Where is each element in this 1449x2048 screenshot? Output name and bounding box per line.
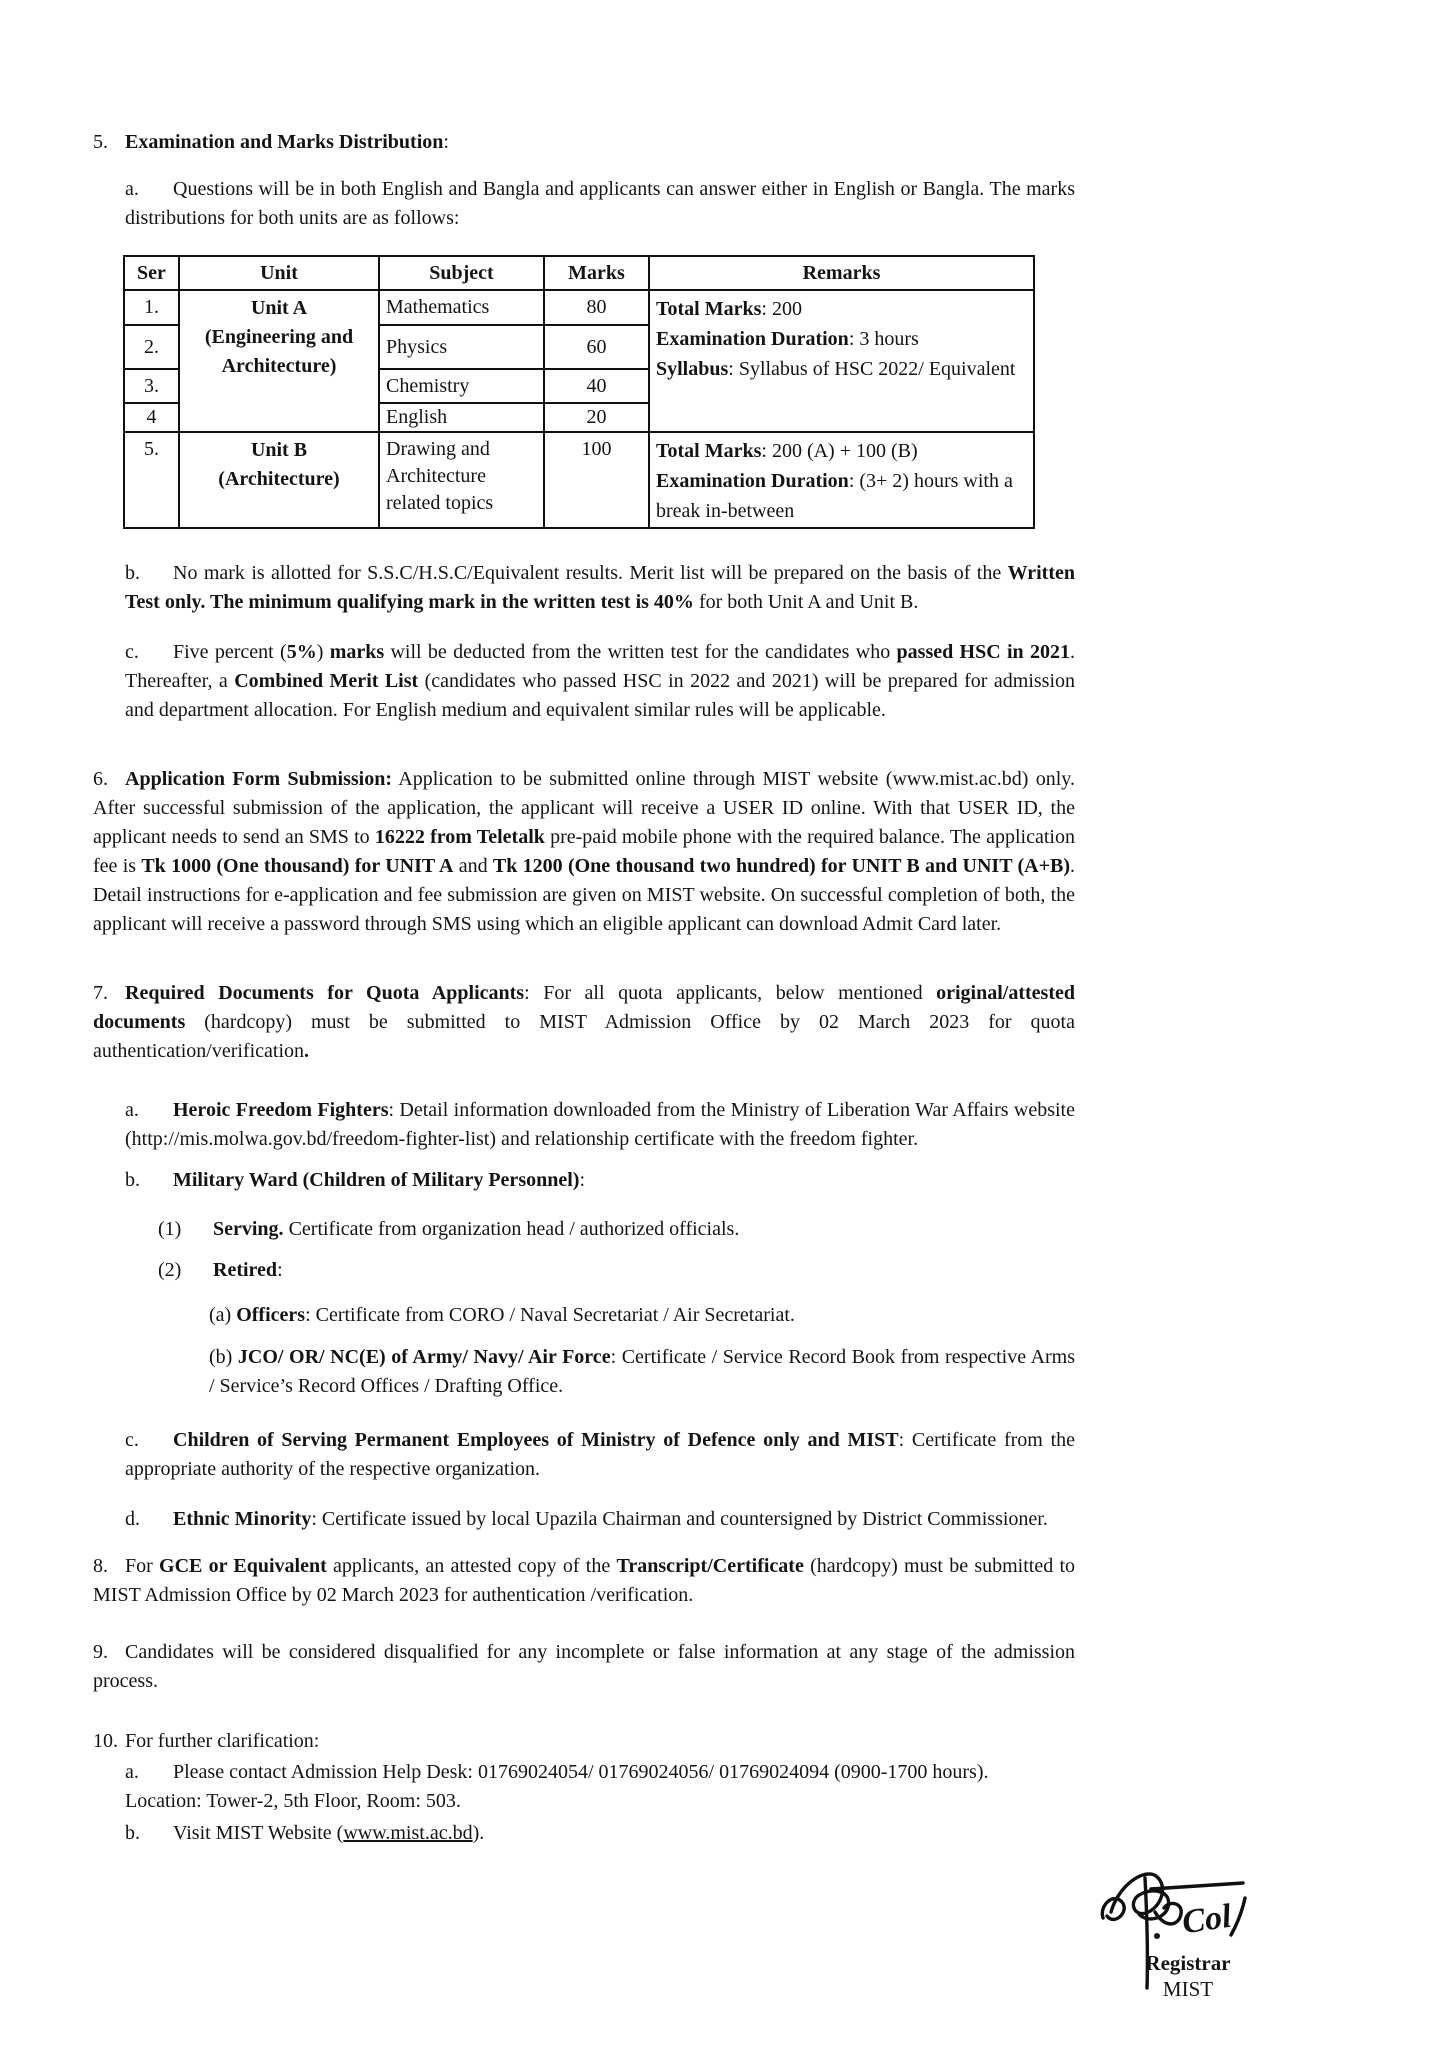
item-7b2a <box>93 1301 1075 1330</box>
cell-marks: 100 <box>544 432 649 528</box>
item-5b <box>93 559 1075 617</box>
unit-a-desc: (Engineering and Architecture) <box>204 326 354 377</box>
item-7a <box>93 1096 1075 1154</box>
section-5-heading <box>93 0 1075 157</box>
item-7a-text: Heroic Freedom Fighters: Detail information downloaded from the Ministry of Liberation War Affairs website (http://mis.molwa.gov.bd/freedom-fighter-list) and relationship certificate with the freedom fighter. <box>125 1099 1075 1150</box>
item-7c-text: Children of Serving Permanent Employees of Ministry of Defence only and MIST: Certificate from the appropriate authority of the respective organization. <box>125 1429 1076 1480</box>
signatory-title: Registrar <box>1145 1951 1231 1975</box>
section-5-number: 5. <box>93 131 108 153</box>
item-7b1-label: (1) <box>158 1218 182 1240</box>
unit-a-name: Unit A <box>250 297 308 319</box>
signature-block <box>1093 1856 1283 2002</box>
item-7b2 <box>93 1256 1075 1285</box>
cell-ser: 5. <box>124 432 179 528</box>
item-5a <box>93 175 1075 233</box>
cell-remarks-unit-a <box>649 290 1034 432</box>
cell-subject: Chemistry <box>379 369 544 403</box>
table-row <box>124 432 1034 528</box>
item-10b-suffix: ). <box>472 1822 485 1844</box>
item-7b2-text: Retired: <box>213 1259 283 1281</box>
section-8-text: For GCE or Equivalent applicants, an attested copy of the Transcript/Certificate (hardcopy) must be submitted to MIST Admission Office by 02 March 2023 for authentication /verification. <box>93 1555 1076 1606</box>
item-5c <box>93 638 1075 725</box>
item-7b2b <box>93 1343 1075 1401</box>
item-10a-label: a. <box>125 1761 139 1783</box>
col-header-ser: Ser <box>124 256 179 290</box>
item-10b-prefix: Visit MIST Website ( <box>173 1822 344 1844</box>
section-7-text: Required Documents for Quota Applicants: For all quota applicants, below mentioned original/attested documents (hardcopy) must be submitted to MIST Admission Office by 02 March 2023 for quota authentication/verification. <box>93 982 1075 1062</box>
section-9-text: Candidates will be considered disqualified for any incomplete or false information at any stage of the admission process. <box>93 1641 1075 1692</box>
cell-remarks-unit-b <box>649 432 1034 528</box>
section-10-text: For further clarification: <box>125 1730 320 1752</box>
mist-website-link[interactable]: www.mist.ac.bd <box>343 1822 473 1844</box>
remarks-line: Examination Duration: (3+ 2) hours with a break in-between <box>656 470 1013 522</box>
item-7d-label: d. <box>125 1508 140 1530</box>
cell-ser: 4 <box>124 403 179 432</box>
marks-distribution-table <box>123 255 1035 529</box>
item-7d-text: Ethnic Minority: Certificate issued by local Upazila Chairman and countersigned by District Commissioner. <box>173 1508 1048 1530</box>
col-header-subject: Subject <box>379 256 544 290</box>
item-7b2b-text: (b) JCO/ OR/ NC(E) of Army/ Navy/ Air Force: Certificate / Service Record Book from respective Arms / Service’s Record Offices / Drafting Office. <box>209 1346 1076 1397</box>
item-10a <box>93 1758 1075 1816</box>
item-7c <box>93 1426 1075 1484</box>
item-7b <box>93 1166 1075 1195</box>
cell-subject: Drawing and Architecture related topics <box>379 432 544 528</box>
cell-marks: 60 <box>544 325 649 369</box>
item-10b <box>93 1819 1075 1848</box>
section-6-text: Application Form Submission: Application to be submitted online through MIST website (www.mist.ac.bd) only. After successful submission of the application, the applicant will receive a USER ID online. With that USER ID, the applicant needs to send an SMS to 16222 from Teletalk pre-paid mobile phone with the required balance. The application fee is Tk 1000 (One thousand) for UNIT A and Tk 1200 (One thousand two hundred) for UNIT B and UNIT (A+B). Detail instructions for e-application and fee submission are given on MIST website. On successful completion of both, the applicant will receive a password through SMS using which an eligible applicant can download Admit Card later. <box>93 768 1075 935</box>
cell-marks: 20 <box>544 403 649 432</box>
cell-subject: Mathematics <box>379 290 544 325</box>
section-8-number: 8. <box>93 1555 108 1577</box>
section-9 <box>93 1638 1075 1696</box>
item-7b2a-text: (a) Officers: Certificate from CORO / Naval Secretariat / Air Secretariat. <box>209 1304 795 1326</box>
section-8 <box>93 1552 1075 1610</box>
section-6-number: 6. <box>93 768 108 790</box>
remarks-line: Syllabus: Syllabus of HSC 2022/ Equivalent <box>656 358 1016 380</box>
item-5a-label: a. <box>125 178 139 200</box>
cell-subject: Physics <box>379 325 544 369</box>
cell-unit-b <box>179 432 379 528</box>
col-header-marks: Marks <box>544 256 649 290</box>
item-10b-label: b. <box>125 1822 140 1844</box>
item-7a-label: a. <box>125 1099 139 1121</box>
item-5c-text: Five percent (5%) marks will be deducted from the written test for the candidates who passed HSC in 2021. Thereafter, a Combined Merit List (candidates who passed HSC in 2022 and 2021) will be prepared for admission and department allocation. For English medium and equivalent similar rules will be applicable. <box>125 641 1076 721</box>
item-10a-text: Please contact Admission Help Desk: 01769024054/ 01769024056/ 01769024094 (0900-1700 hours). Location: Tower-2, 5th Floor, Room: 503. <box>125 1761 989 1812</box>
section-9-number: 9. <box>93 1641 108 1663</box>
remarks-line: Total Marks: 200 (A) + 100 (B) <box>656 440 918 462</box>
item-7b1 <box>93 1215 1075 1244</box>
document-body <box>93 0 1075 1848</box>
section-7 <box>93 979 1075 1066</box>
item-7b-label: b. <box>125 1169 140 1191</box>
unit-b-desc: (Architecture) <box>218 468 340 490</box>
col-header-remarks: Remarks <box>649 256 1034 290</box>
item-7b2-label: (2) <box>158 1259 182 1281</box>
cell-ser: 3. <box>124 369 179 403</box>
section-5-title: Examination and Marks Distribution: <box>125 131 449 153</box>
item-7c-label: c. <box>125 1429 139 1451</box>
unit-b-name: Unit B <box>250 439 308 461</box>
remarks-line: Examination Duration: 3 hours <box>656 328 919 350</box>
signatory-organization: MIST <box>1162 1977 1214 2001</box>
remarks-line: Total Marks: 200 <box>656 298 802 320</box>
cell-marks: 40 <box>544 369 649 403</box>
item-5b-label: b. <box>125 562 140 584</box>
section-7-number: 7. <box>93 982 108 1004</box>
cell-ser: 1. <box>124 290 179 325</box>
item-5a-text: Questions will be in both English and Bangla and applicants can answer either in English or Bangla. The marks distributions for both units are as follows: <box>125 178 1075 229</box>
item-7b-text: Military Ward (Children of Military Personnel): <box>173 1169 585 1191</box>
cell-ser: 2. <box>124 325 179 369</box>
table-row <box>124 290 1034 325</box>
item-5c-label: c. <box>125 641 139 663</box>
table-header-row <box>124 256 1034 290</box>
section-10 <box>93 1727 1075 1756</box>
signature-note: Col <box>1179 1897 1234 1942</box>
item-7b1-text: Serving. Certificate from organization head / authorized officials. <box>213 1218 740 1240</box>
item-5b-text: No mark is allotted for S.S.C/H.S.C/Equivalent results. Merit list will be prepared on the basis of the Written Test only. The minimum qualifying mark in the written test is 40% for both Unit A and Unit B. <box>125 562 1075 613</box>
item-7d <box>93 1505 1075 1534</box>
cell-subject: English <box>379 403 544 432</box>
section-10-number: 10. <box>93 1730 118 1752</box>
col-header-unit: Unit <box>179 256 379 290</box>
section-6 <box>93 765 1075 939</box>
cell-marks: 80 <box>544 290 649 325</box>
cell-unit-a <box>179 290 379 432</box>
